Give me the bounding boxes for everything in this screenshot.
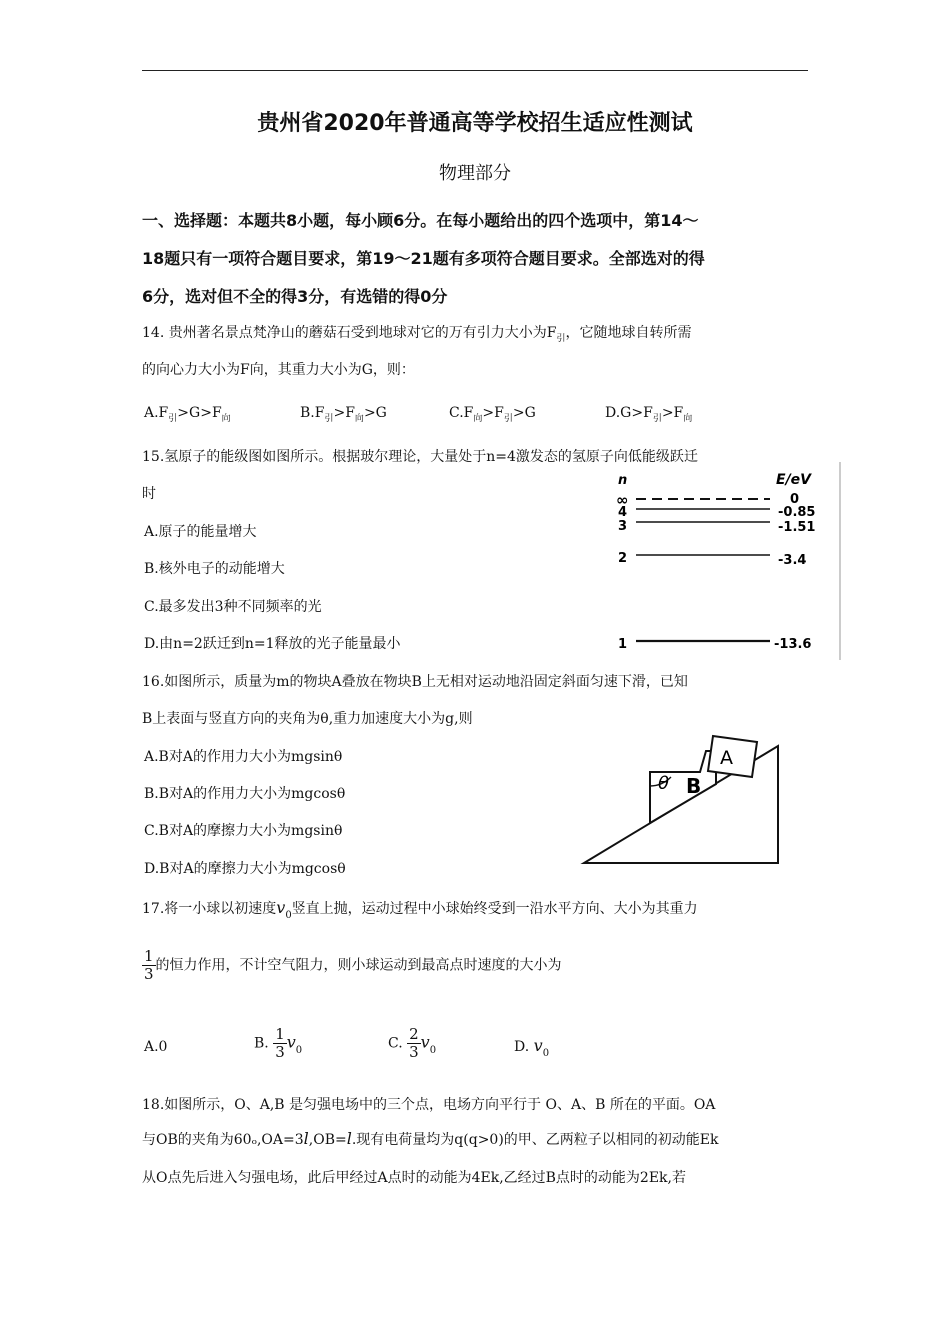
level-energy-label: -1.51 — [778, 520, 816, 535]
angle-theta-label: θ — [658, 773, 670, 794]
q16-line1: 16.如图所示，质量为m的物块A叠放在物块B上无相对运动地沿固定斜面匀速下滑，已知 — [142, 674, 688, 690]
block-a-label: A — [720, 747, 733, 769]
level-energy-label: -13.6 — [774, 637, 812, 652]
instruction-line: 18题只有一项符合题目要求，第19～21题有多项符合题目要求。全部选对的得 — [142, 249, 705, 268]
q16-option-d: D.B对A的摩擦力大小为mgcosθ — [144, 861, 346, 877]
q17-option-b: B. $\frac{1}{3}$ $v_0$ — [254, 1025, 303, 1061]
page-subtitle: 物理部分 — [439, 163, 511, 184]
q16-option-c: C.B对A的摩擦力大小为mgsinθ — [144, 823, 343, 839]
level-n-label: 3 — [618, 519, 628, 534]
q17-option-c: C. $\frac{2}{3}$ $v_0$ — [388, 1025, 437, 1061]
block-b-label: B — [686, 774, 702, 798]
n-axis-label: n — [618, 473, 628, 488]
q14-option-d: $D.G>F_引>F_向$ — [605, 405, 693, 424]
q17-line1: 17.将一小球以初速度$v_0$竖直上抛，运动过程中小球始终受到一沿水平方向、大小为其重力 — [142, 898, 698, 921]
q16-option-a: A.B对A的作用力大小为mgsinθ — [144, 749, 343, 765]
level-n-label: 4 — [618, 505, 628, 520]
q17-line2: $\frac{1}{3}$ 的恒力作用，不计空气阻力，则小球运动到最高点时速度的大小为 — [144, 947, 562, 983]
page-title: 贵州省2020年普通高等学校招生适应性测试 — [257, 111, 693, 136]
q15-line1: 15.氢原子的能级图如图所示。根据玻尔理论，大量处于n=4激发态的氢原子向低能级跃迁 — [142, 449, 698, 465]
level-n-label: ∞ — [616, 491, 629, 509]
section-instructions — [142, 202, 814, 316]
top-rule — [142, 70, 808, 71]
level-n-label: 2 — [618, 551, 628, 566]
fraction-one-third: $\frac{1}{3}$ — [144, 947, 154, 983]
instruction-line: 一、选择题：本题共8小题，每小顾6分。在每小题给出的四个选项中，第14～ — [142, 211, 699, 230]
q14-option-c: $C.F_向>F_引>G$ — [449, 405, 536, 424]
incline-diagram — [572, 724, 798, 870]
q15-option-b: B.核外电子的动能增大 — [144, 561, 285, 577]
energy-axis-label: E/eV — [776, 472, 812, 488]
q14-line1: 14. 贵州著名景点梵净山的蘑菇石受到地球对它的万有引力大小为$F_引$，它随地球自转所需 — [142, 325, 692, 344]
q18-line2: 与OB的夹角为60ₒ,OA=3l,OB=l.现有电荷量均为q(q>0)的甲、乙两粒子以相同的初动能Ek — [142, 1129, 719, 1148]
level-energy-label: 0 — [790, 492, 800, 507]
q14-option-a: $A.F_引>G>F_向$ — [144, 405, 231, 424]
q16-option-b: B.B对A的作用力大小为mgcosθ — [144, 786, 346, 802]
q15-option-a: A.原子的能量增大 — [144, 524, 257, 540]
q18-line3: 从O点先后进入匀强电场，此后甲经过A点时的动能为4Ek,乙经过B点时的动能为2Ek,若 — [142, 1170, 686, 1186]
q15-option-d: D.由n=2跃迁到n=1释放的光子能量最小 — [144, 636, 401, 652]
q14-line2: 的向心力大小为F向，其重力大小为G，则： — [142, 362, 415, 378]
q17-option-a: A.0 — [144, 1039, 168, 1055]
level-energy-label: -0.85 — [778, 505, 816, 520]
q15-option-c: C.最多发出3种不同频率的光 — [144, 599, 322, 615]
q14-option-b: $B.F_引>F_向>G$ — [300, 405, 387, 424]
level-energy-label: -3.4 — [778, 553, 807, 568]
q15-line2: 时 — [142, 486, 156, 502]
instruction-line: 6分，选对但不全的得3分，有选错的得0分 — [142, 287, 448, 306]
q17-option-d: D. $v_0$ — [514, 1036, 550, 1059]
level-n-label: 1 — [618, 637, 628, 652]
energy-level-diagram — [598, 462, 842, 660]
q18-line1: 18.如图所示，O、A,B 是匀强电场中的三个点，电场方向平行于 O、A、B 所在的平面。OA — [142, 1097, 716, 1113]
q16-line2: B上表面与竖直方向的夹角为θ,重力加速度大小为g,则 — [142, 711, 473, 727]
